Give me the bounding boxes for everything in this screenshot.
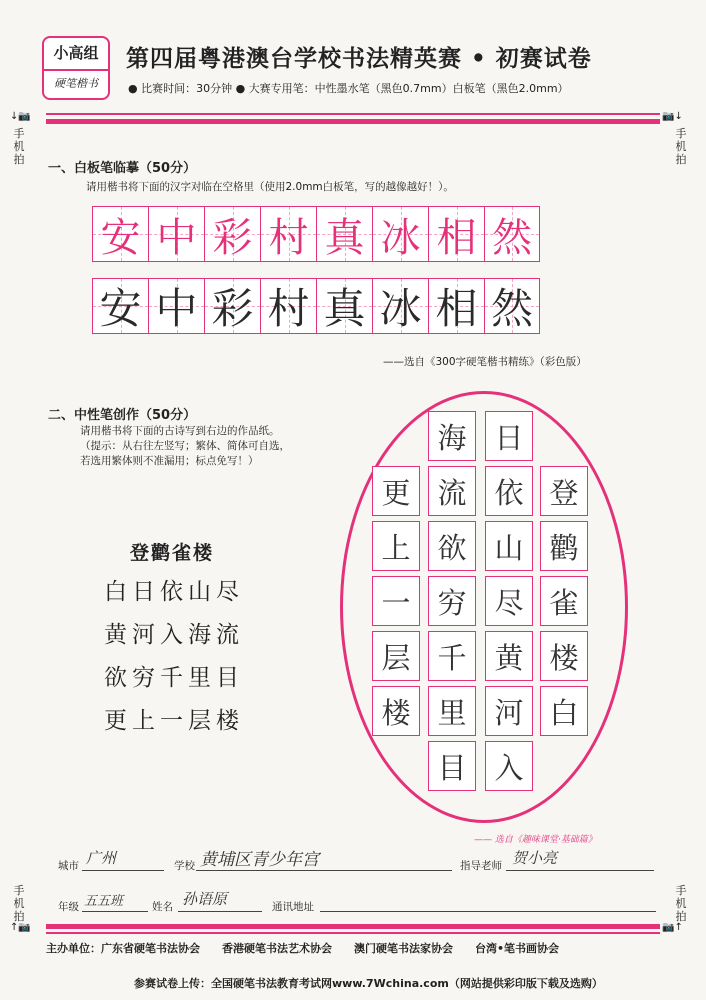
poem-line: 更上一层楼 (104, 708, 244, 734)
work-paper-grid (370, 411, 600, 791)
copy-cell (372, 278, 428, 334)
address-underline (320, 911, 656, 912)
top-divider-thick (46, 119, 660, 124)
char: 然 (490, 284, 533, 333)
section2-source: —— 选自《趣味课堂·基础篇》 (474, 835, 597, 845)
model-cell (92, 206, 148, 262)
work-cell: 一 (372, 576, 420, 626)
grade-label: 年级 (58, 901, 79, 913)
school-value: 黄埔区青少年宫 (200, 850, 319, 870)
poem-line: 黄河入海流 (104, 622, 244, 648)
page-title: 第四届粤港澳台学校书法精英赛 • 初赛试卷 (126, 45, 592, 72)
work-cell: 入 (485, 741, 533, 791)
model-grid (92, 206, 540, 262)
side-note-right-bottom: 手机拍 (675, 884, 687, 923)
name-label: 姓名 (152, 901, 173, 913)
work-cell: 目 (428, 741, 476, 791)
model-cell (148, 206, 204, 262)
grade-value: 五五班 (84, 894, 124, 909)
char: 村 (267, 284, 310, 333)
copy-cell (316, 278, 372, 334)
upload-info: 参赛试卷上传：全国硬笔书法教育考试网www.7Wchina.com（网站提供彩印版下载及选购） (134, 977, 603, 990)
char: 相 (436, 214, 477, 261)
char: 彩 (212, 214, 253, 261)
work-cell: 楼 (540, 631, 588, 681)
exam-subtitle: ● 比赛时间：30分钟 ● 大赛专用笔：中性墨水笔（黑色0.7mm）白板笔（黑色2.0mm） (128, 82, 569, 95)
work-cell: 登 (540, 466, 588, 516)
work-cell: 黄 (485, 631, 533, 681)
char: 安 (99, 284, 142, 333)
char: 真 (324, 214, 365, 261)
work-cell: 穷 (428, 576, 476, 626)
work-cell: 千 (428, 631, 476, 681)
camera-icon-right-bottom: 📷↑ (662, 922, 683, 933)
teacher-underline (506, 870, 654, 871)
bottom-divider-thick (46, 924, 660, 929)
work-cell: 鹳 (540, 521, 588, 571)
camera-icon-right: 📷↓ (662, 111, 683, 122)
work-cell: 尽 (485, 576, 533, 626)
teacher-value: 贺小亮 (512, 849, 558, 867)
char: 村 (268, 214, 309, 261)
organizers: 主办单位：广东省硬笔书法协会 香港硬笔书法艺术协会 澳门硬笔书法家协会 台湾•笔书画协会 (46, 942, 560, 955)
instruction-line: 若选用繁体则不准漏用；标点免写！） (80, 455, 259, 467)
work-cell: 雀 (540, 576, 588, 626)
poem-line: 欲穷千里目 (104, 665, 244, 691)
city-value: 广州 (86, 849, 117, 867)
section2-heading: 二、中性笔创作（50分） (48, 408, 197, 423)
model-cell (204, 206, 260, 262)
poem-title: 登鹳雀楼 (130, 542, 215, 564)
section1-instruction: 请用楷书将下面的汉字对临在空格里（使用2.0mm白板笔，写的越像越好！）。 (86, 181, 454, 193)
model-cell (260, 206, 316, 262)
work-cell: 河 (485, 686, 533, 736)
poem-text (104, 573, 244, 745)
city-underline (82, 870, 164, 871)
copy-cell (92, 278, 148, 334)
work-cell: 里 (428, 686, 476, 736)
name-underline (178, 911, 262, 912)
address-label: 通讯地址 (272, 901, 314, 913)
copy-cell (428, 278, 484, 334)
school-underline (196, 870, 452, 871)
char: 真 (323, 284, 366, 333)
char: 安 (100, 214, 141, 261)
copy-cell (204, 278, 260, 334)
model-cell (316, 206, 372, 262)
char: 中 (156, 214, 197, 261)
grade-underline (82, 911, 148, 912)
school-label: 学校 (174, 860, 195, 872)
char: 相 (435, 284, 478, 333)
section1-source: ——选自《300字硬笔楷书精练》（彩色版） (383, 356, 587, 368)
copy-cell (148, 278, 204, 334)
char: 冰 (380, 214, 421, 261)
city-label: 城市 (58, 860, 79, 872)
model-cell (428, 206, 484, 262)
work-cell: 更 (372, 466, 420, 516)
work-cell: 白 (540, 686, 588, 736)
work-cell: 山 (485, 521, 533, 571)
work-cell: 楼 (372, 686, 420, 736)
side-note-left-bottom: 手机拍 (13, 884, 25, 923)
work-cell: 流 (428, 466, 476, 516)
char: 彩 (211, 284, 254, 333)
side-note-right: 手机拍 (675, 127, 687, 166)
section1-heading: 一、白板笔临摹（50分） (48, 161, 197, 176)
section2-instruction (80, 424, 290, 469)
char: 然 (492, 214, 532, 261)
instruction-line: 请用楷书将下面的古诗写到右边的作品纸。 (80, 425, 280, 437)
char: 中 (155, 284, 198, 333)
work-cell: 欲 (428, 521, 476, 571)
side-note-left: 手机拍 (13, 127, 25, 166)
instruction-line: （提示：从右往左竖写；繁体、简体可自选， (80, 440, 290, 452)
top-divider (46, 113, 660, 115)
model-cell (372, 206, 428, 262)
work-cell: 依 (485, 466, 533, 516)
name-value: 孙语原 (182, 890, 228, 908)
badge-group: 小高组 (53, 44, 99, 62)
copy-cell (484, 278, 540, 334)
poem-line: 白日依山尽 (104, 579, 244, 605)
level-badge (42, 36, 110, 100)
camera-icon-left-bottom: ↑📷 (10, 922, 31, 933)
copy-grid (92, 278, 540, 334)
badge-category: 硬笔楷书 (44, 69, 108, 91)
work-cell: 层 (372, 631, 420, 681)
char: 冰 (379, 284, 422, 333)
copy-cell (260, 278, 316, 334)
work-cell: 上 (372, 521, 420, 571)
camera-icon-left: ↓📷 (10, 111, 31, 122)
teacher-label: 指导老师 (460, 860, 502, 872)
work-cell: 日 (485, 411, 533, 461)
bottom-divider (46, 932, 660, 934)
work-cell: 海 (428, 411, 476, 461)
model-cell (484, 206, 540, 262)
